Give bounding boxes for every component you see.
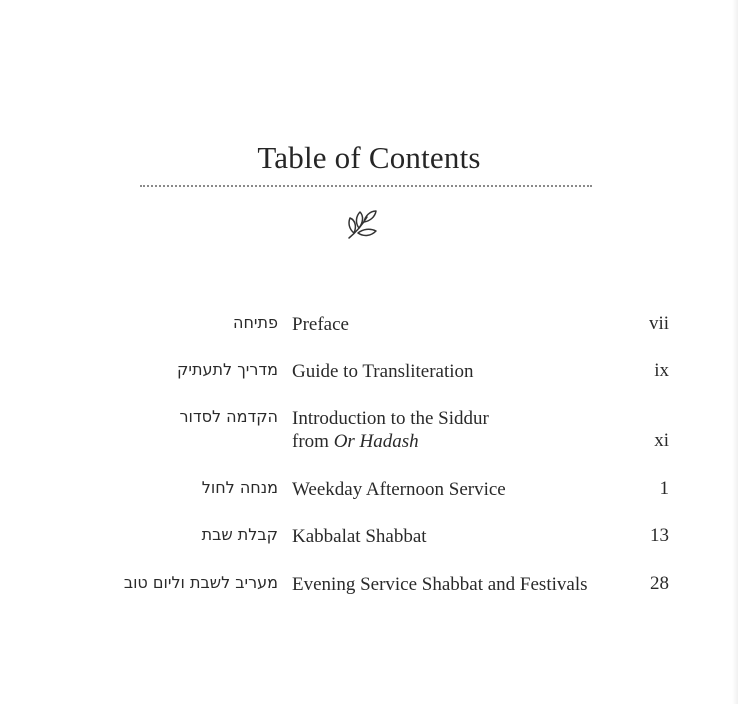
- toc-hebrew-title: קבלת שבת: [201, 525, 278, 544]
- toc-entry-evening-service[interactable]: [0, 573, 738, 597]
- toc-hebrew-title: מנחה לחול: [201, 478, 278, 497]
- toc-entry-introduction[interactable]: [0, 407, 738, 455]
- toc-page-number: 28: [650, 573, 669, 594]
- toc-english-line2-prefix: from: [292, 431, 334, 452]
- toc-page-number: ix: [654, 360, 669, 381]
- toc-entry-preface[interactable]: [0, 313, 738, 337]
- toc-english-title: Preface: [292, 314, 349, 335]
- dotted-divider: [140, 185, 592, 187]
- toc-page-number: xi: [654, 430, 669, 451]
- toc-english-line2: [292, 430, 489, 453]
- toc-english-title: Weekday Afternoon Service: [292, 479, 506, 500]
- page-title: Table of Contents: [257, 140, 481, 175]
- toc-hebrew-title: הקדמה לסדור: [179, 407, 278, 426]
- toc-english-title: Guide to Transliteration: [292, 361, 474, 382]
- toc-page-number: 1: [659, 478, 669, 499]
- toc-hebrew-title: מעריב לשבת וליום טוב: [123, 573, 278, 592]
- toc-hebrew-title: מדריך לתעתיק: [177, 360, 278, 379]
- toc-entry-weekday-afternoon[interactable]: [0, 478, 738, 502]
- toc-english-title: Kabbalat Shabbat: [292, 526, 427, 547]
- toc-english-title: [292, 407, 489, 453]
- page-edge-shadow: [732, 0, 738, 704]
- toc-page-number: 13: [650, 525, 669, 546]
- toc-english-line1: Introduction to the Siddur: [292, 408, 489, 429]
- toc-hebrew-title: פתיחה: [233, 313, 278, 332]
- toc-page-number: vii: [648, 313, 669, 334]
- toc-entry-kabbalat-shabbat[interactable]: [0, 525, 738, 549]
- toc-entry-transliteration[interactable]: [0, 360, 738, 384]
- toc-english-line2-italic: Or Hadash: [333, 431, 419, 452]
- toc-english-title: Evening Service Shabbat and Festivals: [292, 574, 588, 595]
- leaf-sprig-icon: [345, 207, 381, 241]
